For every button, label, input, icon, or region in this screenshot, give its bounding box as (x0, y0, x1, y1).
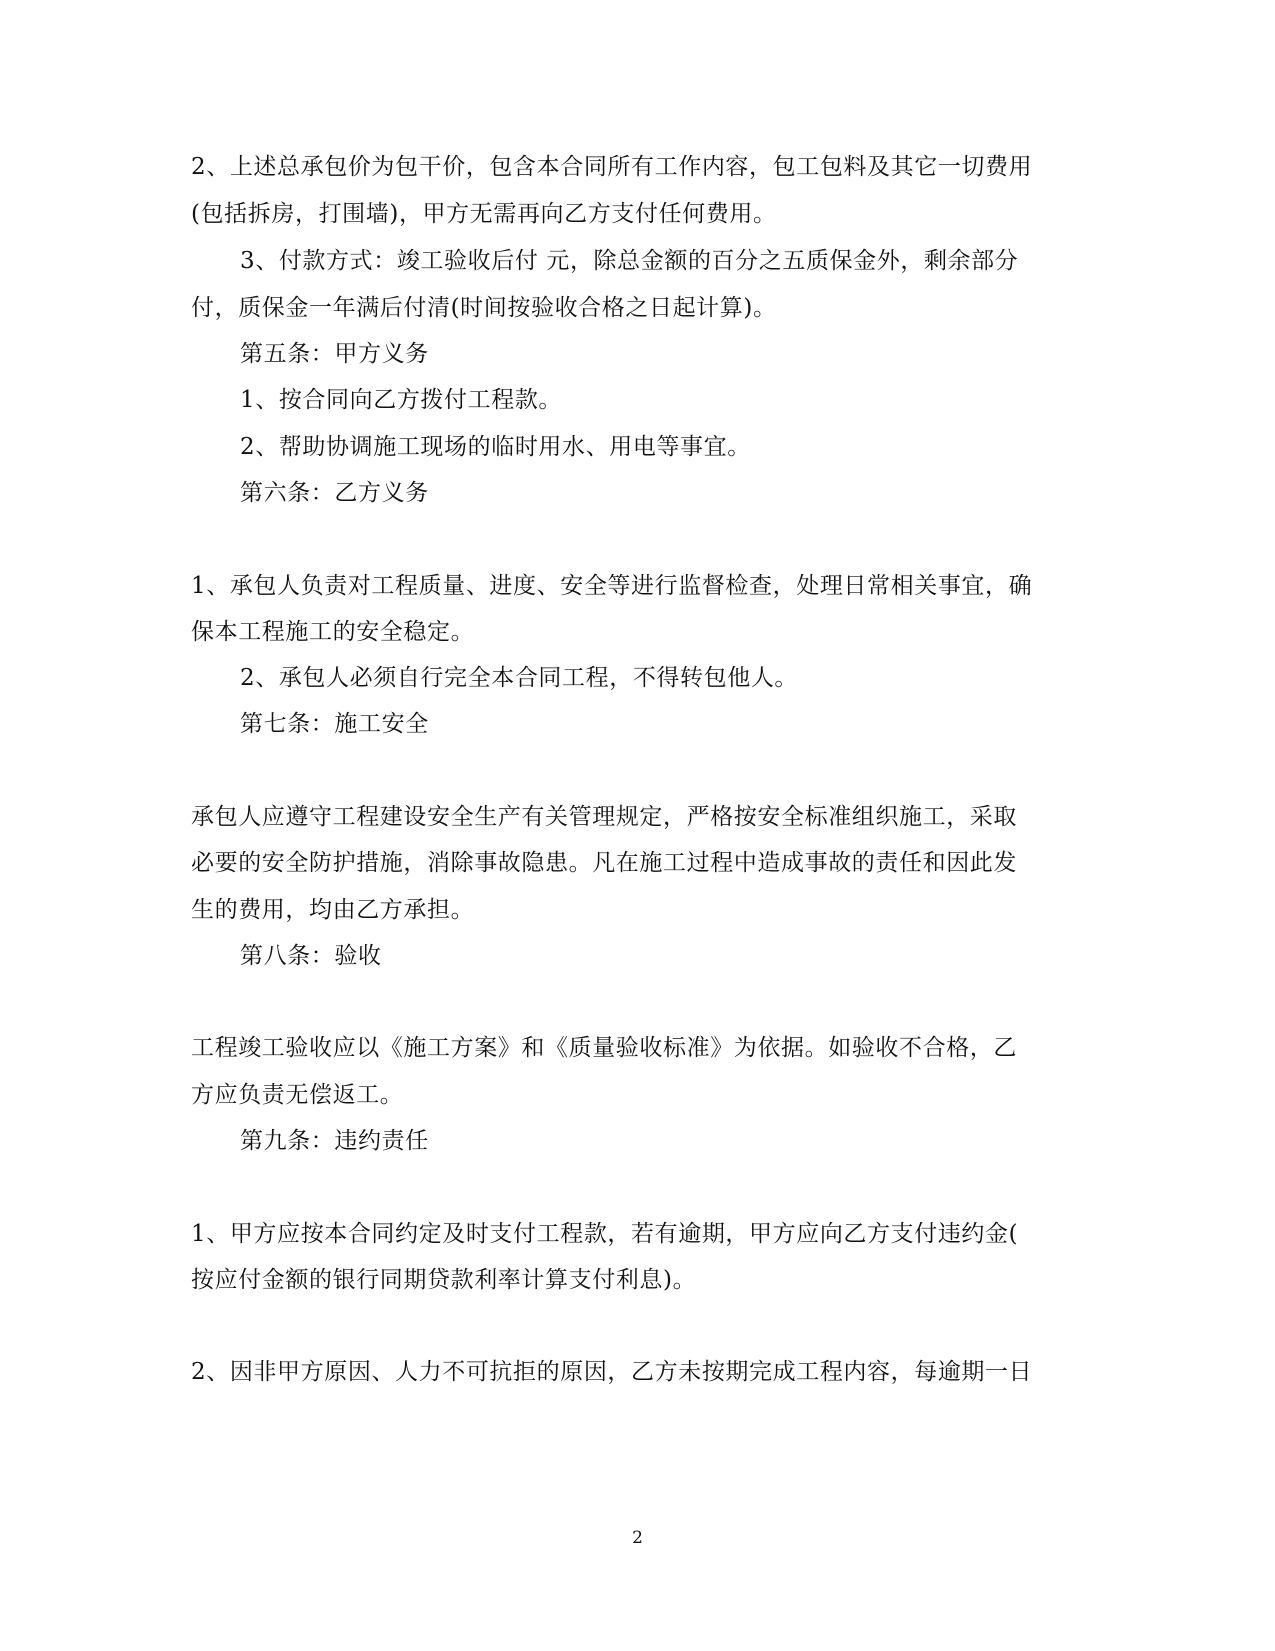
text-line: (包括拆房，打围墙)，甲方无需再向乙方支付任何费用。 (191, 201, 777, 227)
text-line: 保本工程施工的安全稳定。 (191, 619, 475, 645)
text-line: 承包人应遵守工程建设安全生产有关管理规定，严格按安全标准组织施工，采取 (191, 804, 1017, 830)
text-line: 3、付款方式：竣工验收后付 元，除总金额的百分之五质保金外，剩余部分 (240, 248, 1019, 274)
text-line: 2、因非甲方原因、人力不可抗拒的原因，乙方未按期完成工程内容，每逾期一日 (191, 1359, 1033, 1385)
text-line: 付，质保金一年满后付清(时间按验收合格之日起计算)。 (191, 295, 777, 321)
text-line: 1、甲方应按本合同约定及时支付工程款，若有逾期，甲方应向乙方支付违约金( (191, 1221, 1019, 1247)
text-line: 工程竣工验收应以《施工方案》和《质量验收标准》为依据。如验收不合格，乙 (191, 1035, 1017, 1061)
page-number: 2 (632, 1528, 643, 1548)
section-heading: 第八条：验收 (240, 943, 382, 969)
section-heading: 第六条：乙方义务 (240, 480, 429, 506)
text-line: 1、承包人负责对工程质量、进度、安全等进行监督检查，处理日常相关事宜，确 (191, 573, 1033, 599)
text-line: 2、承包人必须自行完全本合同工程，不得转包他人。 (240, 665, 799, 691)
text-line: 按应付金额的银行同期贷款利率计算支付利息)。 (191, 1267, 697, 1293)
section-heading: 第九条：违约责任 (240, 1128, 429, 1154)
text-line: 方应负责无偿返工。 (191, 1082, 404, 1108)
text-line: 2、上述总承包价为包干价，包含本合同所有工作内容，包工包料及其它一切费用 (191, 154, 1033, 180)
section-heading: 第五条：甲方义务 (240, 341, 429, 367)
text-line: 生的费用，均由乙方承担。 (191, 897, 475, 923)
text-line: 2、帮助协调施工现场的临时用水、用电等事宜。 (240, 434, 751, 460)
text-line: 1、按合同向乙方拨付工程款。 (240, 387, 563, 413)
text-line: 必要的安全防护措施，消除事故隐患。凡在施工过程中造成事故的责任和因此发 (191, 850, 1017, 876)
section-heading: 第七条：施工安全 (240, 711, 429, 737)
